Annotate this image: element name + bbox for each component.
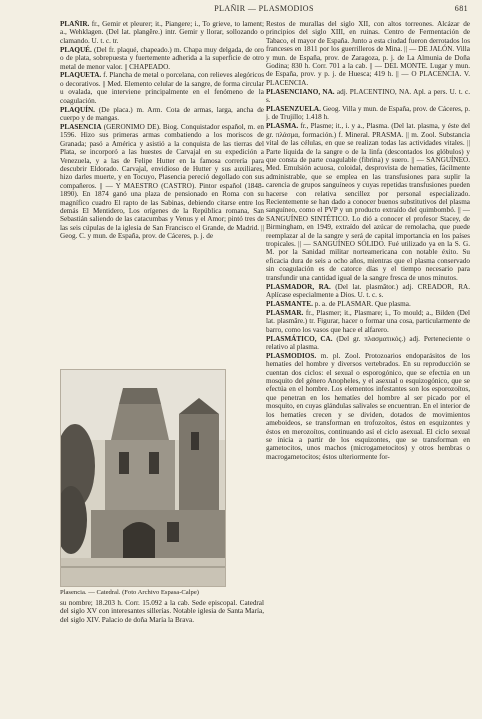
page-number: 681 [454,4,468,13]
headword: PLASENZUELA. [266,105,321,114]
entry-plasmatico [266,335,470,352]
definition: (Del fr. plaqué, chapeado.) m. Chapa muy delgada, de oro o de plata, sobrepuesta y fuertemente adherida a la superficie de otro metal de menor valor. || CHAPEADO. [60,45,264,71]
definition: m. pl. Zool. Protozoarios endoparásitos de los hematíes del hombre y diversos vertebrados. En su reproducción se cuentan dos ciclos: el sexual o esporogónico, que se efectúa en un mosquito del género Anopheles, y el asexual o esquizogónico, que se efectúa en el hombre. Los elementos infestantes son los esporozoítos, que penetran en los hematíes del hombre al ser picado por el mosquito, en cuyas glándulas salivales se encuentran. En el interior de los hematíes crecen y se dividen, dotados de movimientos ameboideos, se transforman en trofozoítos, éstos en esquizontes y éstos en merozoítos, continuando así el ciclo asexual. El ciclo sexual se inicia a partir de los esquizontes, que se transforman en gametocitos, unos machos (microgametocitos) y otros hembras o macrogametocitos; éstos ulteriormente for- [266,351,470,461]
headword: PLASMANTE. [266,299,313,308]
definition: (De placa.) m. Arm. Cota de armas, larga, ancha de cuerpo y de mangas. [60,105,264,122]
running-header [60,4,468,18]
left-column [60,20,264,366]
headword: PLAÑIR. [60,20,90,28]
running-title: PLAÑIR — PLASMODIOS [214,4,314,13]
entry-plaqueta [60,71,264,105]
definition: fr., Plasme; it., i. y a., Plasma. (Del lat. plasma, y éste del gr. πλάσμα, formación.) f. Mineral. PRASMA. || m. Zool. Substancia vital de las células, en que se realizan todas las actividades vitales. || Parte líquida de la sangre o de la linfa (descontados los glóbulos) y que consta de parte coagulable (fibrina) y suero. || — SANGUÍNEO. Med. Emulsión acuosa, coloidal, desprovista de hematíes, fácilmente administrable, que se emplea en las transfusiones para suplir la carencia de grupos sanguíneos y cuyas repetidas transfusiones pueden hacerse con relativa sencillez por personal especializado. Recientemente se han dado a conocer buenos substitutivos del plasma sanguíneo, como el PVP y un producto extraído del quimbombó. || — SANGUÍNEO SINTÉTICO. Lo dió a conocer el profesor Stacey, de Birmingham, en 1949, extraído del azúcar de remolacha, que puede reemplazar al de la sangre y será de capital importancia en los países tropicales. || — SANGUÍNEO SÓLIDO. Fué utilizado ya en la S. G. M. por la Sanidad militar norteamericana con notable éxito. Su eficacia dura de seis a ocho años, mientras que el plasma conservado sin coagulación es de catorce días y el tiempo necesario para transfundir una cantidad igual de la sangre fresca de unos minutos. [266,122,470,282]
definition: (GERONIMO DE). Biog. Conquistador español, m. en 1596. Hizo sus primeras armas combatiendo a los moriscos de Granada; pasó a América y asistió a la conquista de las tierras del Plata, se incorporó a las huestes de Carvajal en su expedición a Venezuela, y a las de Felipe Hutter en la famosa correría para descubrir Eldorado. Carvajal, envidioso de Hutter y sus auxiliares, hizo darles muerte, y en Tocuyo, Plasencia pereció degollado con sus compañeros. || — Y MAESTRO (CASTRO). Pintor español (1848-1890). En 1874 ganó una plaza de pensionado en Roma con su magnífico cuadro El rapto de las Sabinas, debiendo citarse entre los demás El Mentidero, Los orígenes de la República romana, San Sebastián saliendo de las catacumbas y Venus y el Amor; pintó tres de las seis cúpulas de la iglesia de San Francisco el Grande, de Madrid. || Geog. C. y mun. de España, prov. de Cáceres, p. j. de [60,122,264,241]
definition: (Del gr. πλασματικός.) adj. Perteneciente o relativo al plasma. [266,334,470,351]
headword: PLASENCIA [60,122,102,131]
headword: PLASMAR. [266,308,304,317]
entry-plasencia-continued [266,20,470,87]
entry-plaque [60,46,264,71]
entry-plasencia [60,123,264,241]
definition: f. Plancha de metal o porcelana, con relieves alegóricos o decorativos. || Med. Elemento celular de la sangre, de forma circular u ovalada, que interviene principalmente en el fenómeno de la coagulación. [60,71,264,105]
entry-plasmar [266,309,470,334]
entry-plasenzuela [266,105,470,122]
cathedral-illustration [61,370,226,587]
headword: PLAQUÉ. [60,45,92,54]
entry-plasmante [266,300,470,308]
headword: PLASENCIANO, NA. [266,87,335,96]
photo-caption: Plasencia. — Catedral. (Foto Archivo Espasa-Calpe) [60,589,199,596]
cathedral-photo [60,369,226,587]
definition: (Del lat. plasmātor.) adj. CREADOR, RA. Aplícase especialmente a Dios. U. t. c. s. [266,282,470,299]
headword: PLAQUÍN. [60,105,95,114]
headword: PLAQUETA. [60,71,102,80]
headword: PLASMADOR, RA. [266,282,331,291]
entry-plasmador [266,283,470,300]
entry-plaquin [60,106,264,123]
entry-plasmodios [266,352,470,461]
definition: Geog. Villa y mun. de España, prov. de Cáceres, p. j. de Trujillo; 1.418 h. [266,105,470,122]
definition: p. a. de PLASMAR. Que plasma. [312,299,411,308]
entry-planir [60,20,264,45]
entry-plasma [266,122,470,282]
headword: PLASMA. [266,122,299,131]
definition: Restos de murallas del siglo XII, con altos torreones. Alcázar de principios del siglo XIII, en ruinas. Centro de Fermentación de Tabaco, el mayor de España. Junto a esta ciudad fueron derrotados los franceses en 1811 por los guerrilleros de Mina. || — DE JALÓN. Villa y mun. de España, prov. de Zaragoza, p. j. de La Almunia de Doña Godina; 830 h. Corr. 701 a la cab. || — DEL MONTE. Lugar y mun. de España, prov. y p. j. de Huesca; 419 h. || — O PLACENCIA. V. PLACENCIA. [266,20,470,87]
entry-plasenciano [266,88,470,105]
definition: adj. PLACENTINO, NA. Apl. a pers. U. t. c. s. [266,87,470,105]
right-column [266,20,470,690]
left-column-continuation: su nombre; 18.203 h. Corr. 15.092 a la cab. Sede episcopal. Catedral del siglo XV con interesantes sillerías. Notable iglesia de Santa María, del siglo XIV. Palacio de doña María la Brava. [60,599,264,624]
headword: PLASMÁTICO, CA. [266,334,333,343]
definition: fr., Plasmer; it., Plasmare; i., To mould; a., Bilden (Del lat. plasmāre.) tr. Figurar, hacer o formar una cosa, particularmente de barro, como los vasos que hace el alfarero. [266,308,470,334]
headword: PLASMODIOS. [266,351,317,360]
definition: fr., Gemir et pleurer; it., Piangere; i., To grieve, to lament; a., Wehklagen. (Del lat. plangĕre.) intr. Gemir y llorar, sollozando o clamando. U. t. c. tr. [60,20,264,45]
